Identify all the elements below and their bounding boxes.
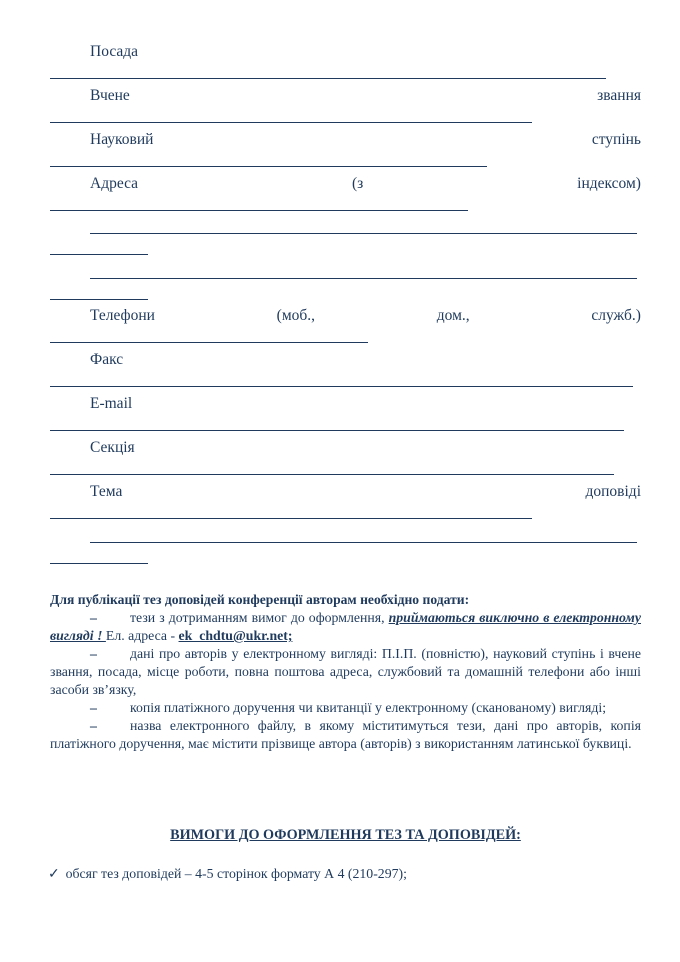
position-label: [90, 43, 138, 61]
notice-dash-2: –: [90, 646, 97, 661]
topic-field-2[interactable]: [90, 542, 637, 543]
notice-item-1-text: тези з дотриманням вимог до оформлення,: [130, 610, 389, 625]
notice-dash-1: –: [90, 610, 97, 625]
notice-item-2: [50, 645, 641, 699]
academic-title-word-1: Вчене: [90, 87, 130, 104]
section-field[interactable]: [50, 474, 614, 475]
address-word-3: індексом): [577, 175, 641, 192]
phones-word-3: дом.,: [436, 307, 470, 324]
degree-label: [50, 131, 641, 149]
email-field[interactable]: [50, 430, 624, 431]
address-word-1: Адреса: [90, 175, 139, 192]
submission-notice: [50, 591, 641, 753]
address-field-2[interactable]: [90, 233, 637, 234]
notice-item-1: [50, 609, 641, 645]
address-field-3-cont[interactable]: [50, 299, 148, 300]
email-label-text: E-mail: [90, 395, 133, 412]
address-word-2: (з: [351, 175, 364, 192]
address-label: [50, 175, 641, 193]
section-label: [90, 439, 135, 457]
notice-item-3-text: копія платіжного доручення чи квитанції у електронному (сканованому) вигляді;: [130, 700, 607, 715]
section-label-text: Секція: [90, 439, 135, 456]
position-field[interactable]: [50, 78, 606, 79]
address-field-2-cont[interactable]: [50, 254, 148, 255]
notice-item-3: [50, 699, 641, 717]
topic-word-1: Тема: [90, 483, 123, 500]
address-field-1[interactable]: [50, 210, 468, 211]
academic-title-label: [50, 87, 641, 105]
notice-heading: Для публікації тез доповідей конференції авторам необхідно подати:: [50, 592, 470, 607]
phones-word-2: (моб.,: [276, 307, 316, 324]
topic-field-2-cont[interactable]: [50, 563, 148, 564]
email-label: [90, 395, 132, 413]
degree-word-2: ступінь: [591, 131, 641, 148]
phones-label: [50, 307, 641, 325]
degree-field[interactable]: [50, 166, 487, 167]
position-label-text: Посада: [90, 43, 139, 60]
fax-label-text: Факс: [90, 351, 124, 368]
notice-email-link[interactable]: ek_chdtu@ukr.net;: [178, 628, 293, 643]
notice-item-1-email-label: Ел. адреса -: [105, 628, 179, 643]
fax-label: [90, 351, 123, 369]
fax-field[interactable]: [50, 386, 633, 387]
topic-field-1[interactable]: [50, 518, 532, 519]
phones-field[interactable]: [50, 342, 368, 343]
notice-dash-3: –: [90, 700, 97, 715]
phones-word-4: служб.): [591, 307, 641, 324]
academic-title-word-2: звання: [597, 87, 641, 104]
notice-item-1-emphasis: приймаються виключно в електронному вигляді !: [50, 610, 641, 643]
topic-word-2: доповіді: [585, 483, 641, 500]
requirements-title: ВИМОГИ ДО ОФОРМЛЕННЯ ТЕЗ ТА ДОПОВІДЕЙ:: [170, 827, 521, 843]
requirement-item-1-text: обсяг тез доповідей – 4-5 сторінок формату А 4 (210-297);: [65, 866, 407, 881]
topic-label: [50, 483, 641, 501]
address-field-3[interactable]: [90, 278, 637, 279]
phones-word-1: Телефони: [90, 307, 155, 324]
notice-item-4: [50, 717, 641, 753]
academic-title-field[interactable]: [50, 122, 532, 123]
notice-item-4-text: назва електронного файлу, в якому міститимуться тези, дані про авторів, копія платіжного доручення, має містити прізвище автора (авторів) з використанням латинської буквиці.: [50, 718, 641, 751]
degree-word-1: Науковий: [90, 131, 154, 148]
checkmark-icon: ✓: [48, 866, 60, 881]
notice-item-2-text: дані про авторів у електронному вигляді: П.І.П. (повністю), науковий ступінь і вчене звання, посада, місце роботи, повна поштова адреса, службовий та домашній телефони або інші засоби зв’язку,: [50, 646, 641, 697]
notice-dash-4: –: [90, 718, 97, 733]
requirement-item-1: [48, 866, 407, 882]
